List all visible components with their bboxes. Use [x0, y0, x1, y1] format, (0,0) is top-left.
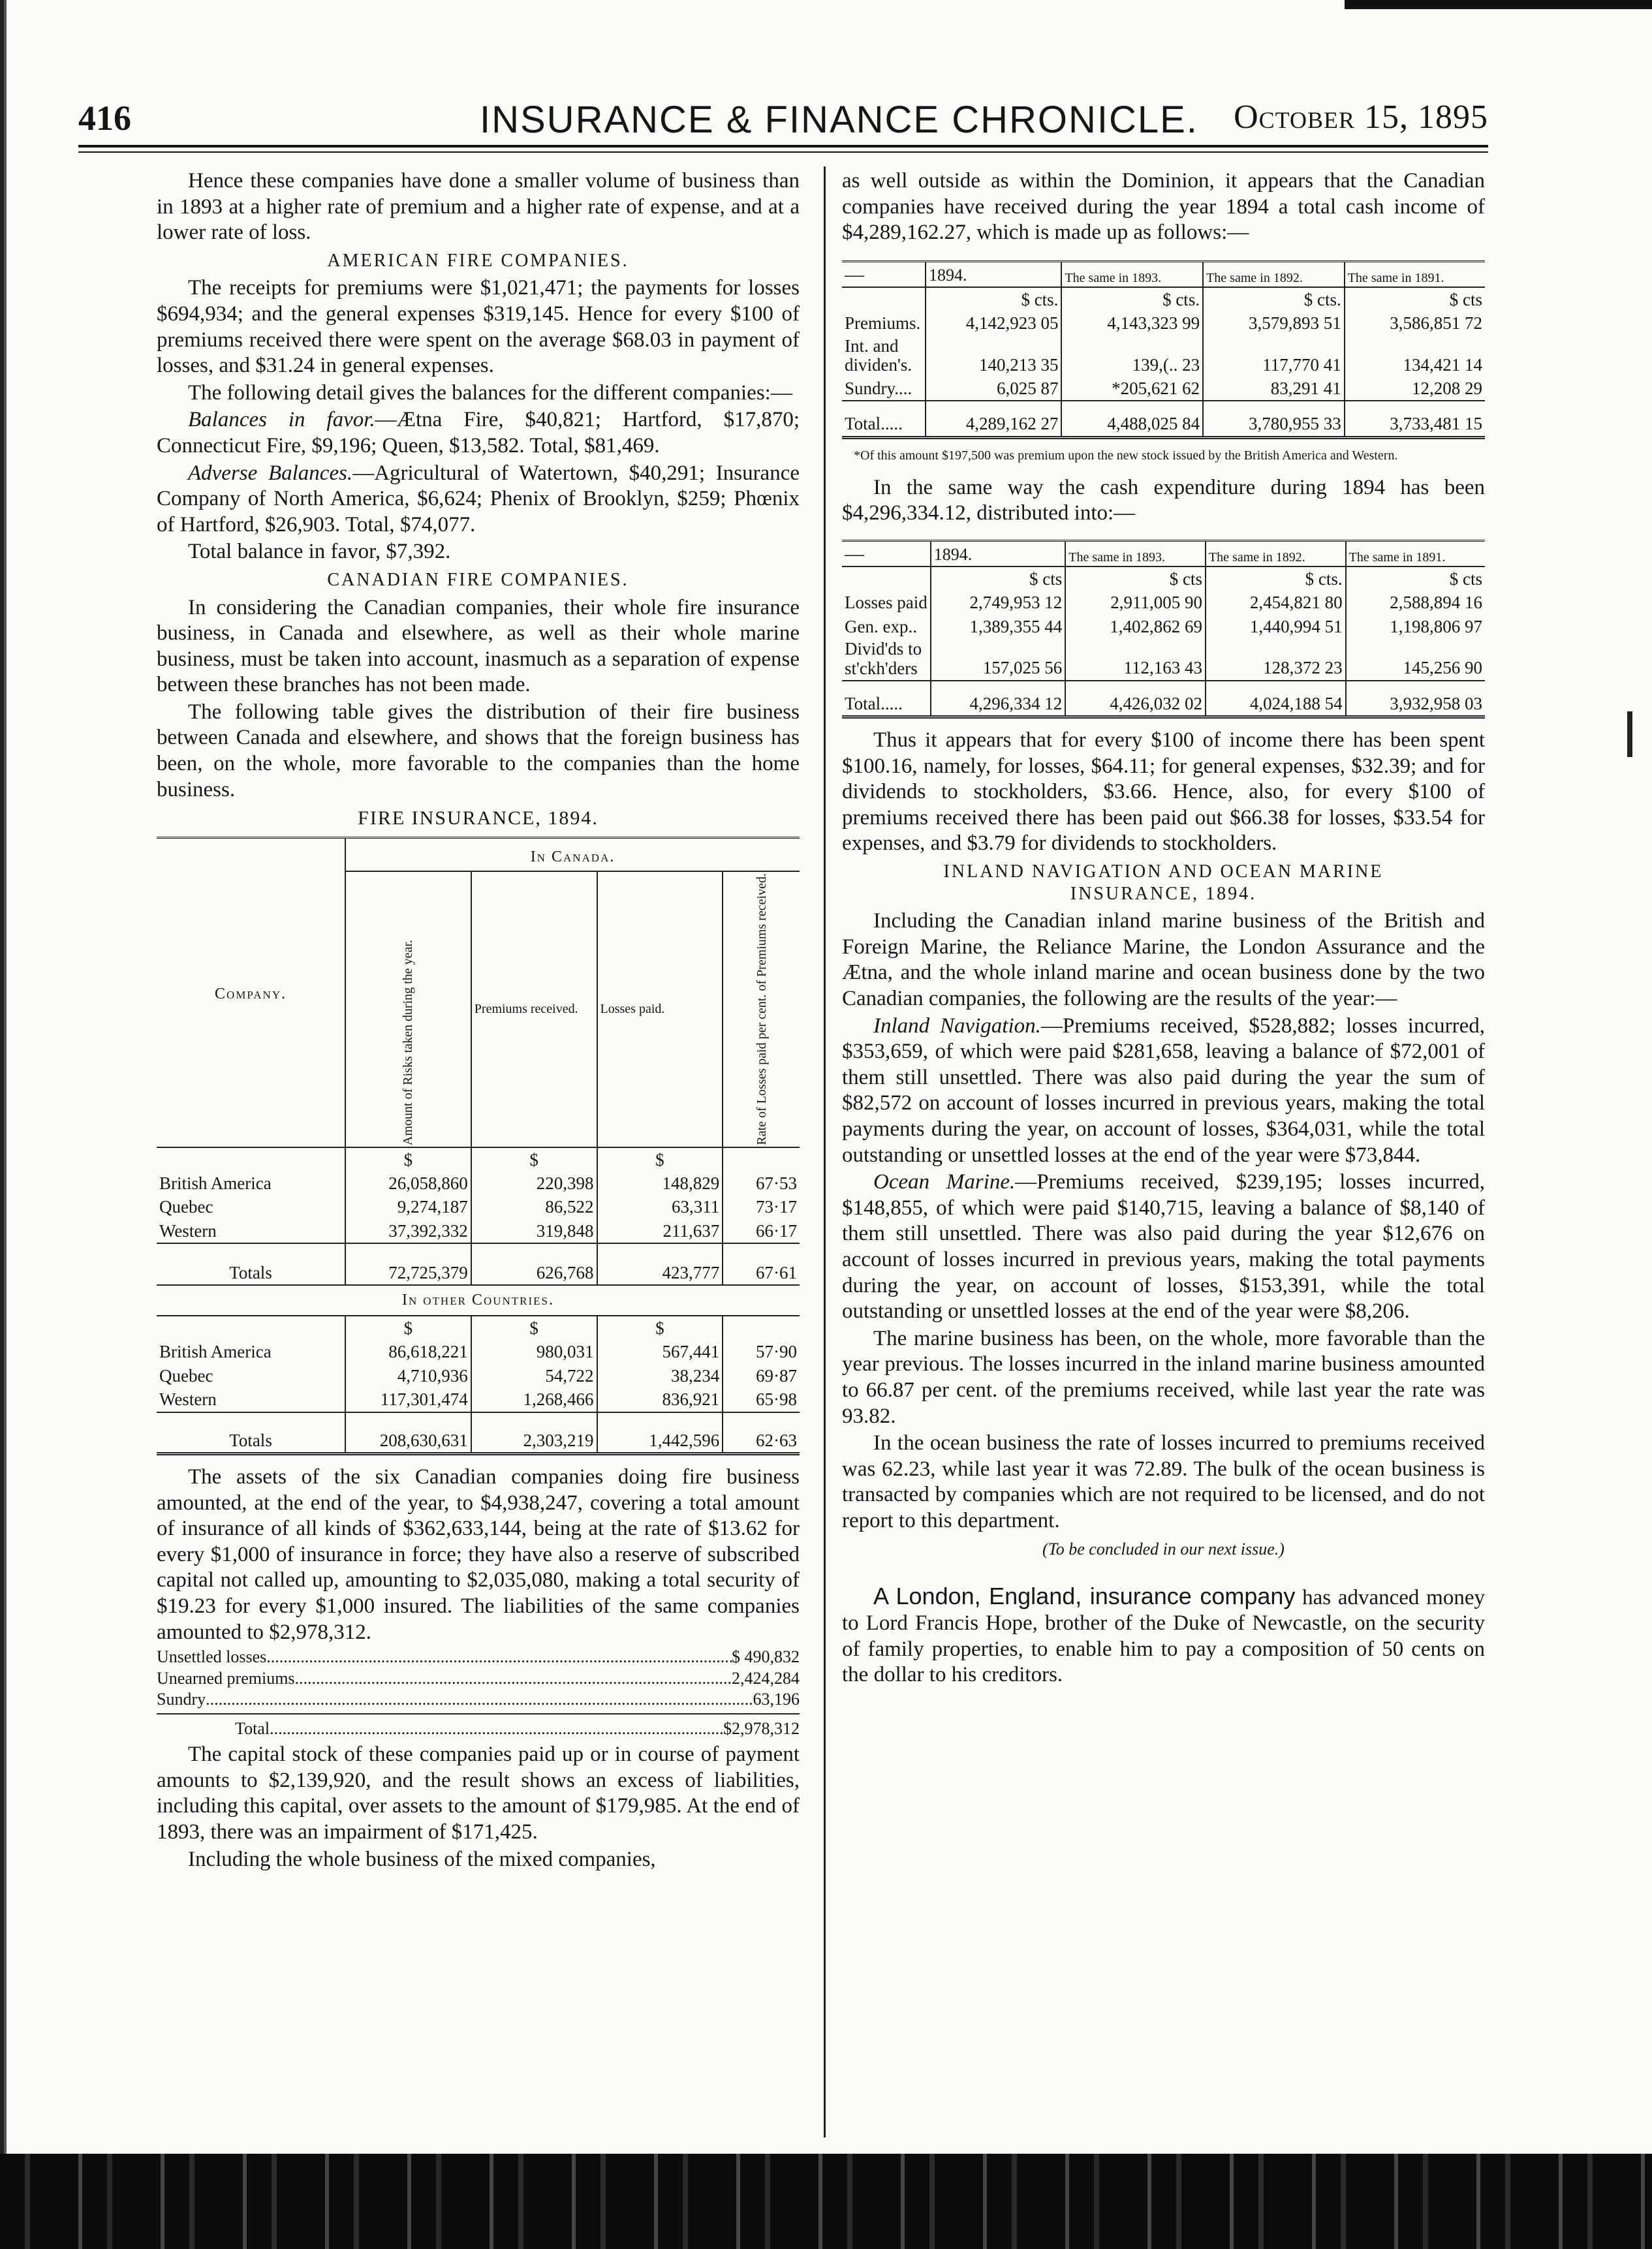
dollar-sign: $ [471, 1316, 597, 1340]
income-table [842, 260, 1485, 439]
value-cell: 3,733,481 15 [1345, 401, 1485, 437]
premiums-cell: 86,522 [471, 1195, 597, 1218]
liabilities-list [157, 1647, 800, 1739]
col-rate-header: Rate of Losses paid per cent. of Premiums received. [723, 871, 800, 1147]
losses-cell: 1,442,596 [597, 1412, 723, 1454]
ocean-text: —Premiums received, $239,195; losses incurred, $148,855, of which were paid $140,715, leaving a balance of $8,140 of them still unsettled. There was also paid during the year $12,676 on account of losses incurred in previous years, making the total payments during the year, on account of losses, $153,391, while the total outstanding or unsettled losses at the end of the year were $8,206. [842, 1170, 1485, 1324]
london-text: has advanced money to Lord Francis Hope, brother of the Duke of Newcastle, on the security of family properties, to enable him to pay a composition of 50 cents on the dollar to his creditors. [842, 1585, 1485, 1687]
company-cell: Quebec [159, 1197, 213, 1217]
left-column [157, 168, 800, 1874]
paragraph-ocean-rate: In the ocean business the rate of losses incurred to premiums received was 62.23, while last year it was 72.89. The bulk of the ocean business is transacted by companies which are not required to be licensed, and do not report to this department. [842, 1431, 1485, 1532]
expend-col-header: The same in 1892. [1206, 541, 1346, 567]
header-rule [78, 145, 1488, 153]
adverse-label: Adverse Balances. [188, 461, 353, 485]
paragraph-canadian-table-intro: The following table gives the distribution of their fire business between Canada and elsewhere, and shows that the foreign business has been, on the whole, more favorable to the companies than the home business. [157, 700, 800, 801]
scan-bottom-bar [0, 2154, 1652, 2249]
scan-top-bar [1345, 0, 1652, 9]
table-row [157, 1388, 800, 1412]
unit-cell: $ cts [1065, 566, 1206, 591]
premiums-cell: 2,303,219 [471, 1412, 597, 1454]
unit-cell: $ cts. [1203, 287, 1345, 311]
amount-cell: 37,392,332 [345, 1219, 471, 1243]
value-cell: 83,291 41 [1203, 377, 1345, 401]
balances-text: —Ætna Fire, $40,821; Hartford, $17,870; Connecticut Fire, $9,196; Queen, $13,582. Total, $81,469. [157, 408, 800, 458]
value-cell: 2,911,005 90 [1065, 591, 1206, 614]
value-cell: 1,389,355 44 [931, 615, 1066, 638]
row-label: Sundry.... [845, 378, 912, 398]
paragraph-american-receipts: The receipts for premiums were $1,021,471; the payments for losses $694,934; and the general expenses $319,145. Hence for every $100 of premiums received there were spent on the average $68.03 in payment of losses, and $31.24 in general expenses. [157, 276, 800, 378]
liability-line: Sundry ..... 63,196 [157, 1689, 800, 1714]
totals-label: Totals [157, 1243, 345, 1285]
row-label: Total..... [842, 681, 931, 717]
table-row [842, 311, 1485, 335]
table-row [157, 1219, 800, 1243]
unit-cell: $ cts. [1206, 566, 1346, 591]
value-cell: 3,932,958 03 [1346, 681, 1485, 717]
paragraph-mixed-companies: Including the whole business of the mixed companies, [188, 1847, 656, 1871]
right-column [842, 168, 1485, 1690]
table-row [842, 335, 1485, 377]
col-amount-header: Amount of Risks taken during the year. [345, 871, 471, 1147]
adverse-text: —Agricultural of Watertown, $40,291; Insurance Company of North America, $6,624; Phenix of Brooklyn, $259; Phœnix of Hartford, $26,903. Total, $74,077. [157, 461, 800, 536]
liability-line: Unsettled losses ..... $ 490,832 [157, 1647, 800, 1668]
amount-cell: 4,710,936 [345, 1364, 471, 1388]
value-cell: 157,025 56 [931, 638, 1066, 680]
premiums-cell: 980,031 [471, 1340, 597, 1363]
value-cell: 128,372 23 [1206, 638, 1346, 680]
premiums-cell: 54,722 [471, 1364, 597, 1388]
row-label: Divid'ds to st'ckh'ders [845, 639, 922, 678]
value-cell: 3,586,851 72 [1345, 311, 1485, 335]
rate-cell: 67·61 [723, 1243, 800, 1285]
paragraph-balances-in-favor [157, 407, 800, 459]
losses-cell: 38,234 [597, 1364, 723, 1388]
balances-label: Balances in favor. [188, 408, 375, 432]
inland-label: Inland Navigation. [873, 1014, 1041, 1038]
totals-label: Totals [157, 1412, 345, 1454]
value-cell: 4,143,323 99 [1061, 311, 1203, 335]
col-company-header: Company. [157, 838, 345, 1147]
premiums-cell: 220,398 [471, 1171, 597, 1195]
continued-note: (To be concluded in our next issue.) [1042, 1540, 1285, 1559]
losses-cell: 148,829 [597, 1171, 723, 1195]
fire-insurance-table [157, 837, 800, 1455]
page-number: 416 [78, 99, 131, 138]
liability-line: Unearned premiums ..... 2,424,284 [157, 1668, 800, 1690]
value-cell: 6,025 87 [926, 377, 1061, 401]
company-cell: British America [159, 1342, 272, 1362]
amount-cell: 86,618,221 [345, 1340, 471, 1363]
paragraph-intro: Hence these companies have done a smaller volume of business than in 1893 at a higher rate of premium and a higher rate of expense, and at a lower rate of loss. [157, 169, 800, 245]
col-losses-header: Losses paid. [597, 871, 723, 1147]
value-cell: 1,198,806 97 [1346, 615, 1485, 638]
value-cell: 4,488,025 84 [1061, 401, 1203, 437]
losses-cell: 63,311 [597, 1195, 723, 1218]
paragraph-cash-income: as well outside as within the Dominion, it appears that the Canadian companies have received during the year 1894 a total cash income of $4,289,162.27, which is made up as follows:— [842, 169, 1485, 245]
income-col-header: The same in 1891. [1345, 261, 1485, 287]
dollar-sign: $ [597, 1147, 723, 1171]
unit-cell: $ cts [1345, 287, 1485, 311]
income-col-header: 1894. [926, 261, 1061, 287]
paragraph-marine-business: The marine business has been, on the whole, more favorable than the year previous. The losses incurred in the inland marine business amounted to 66.87 per cent. of the premiums received, while last year the rate was 93.82. [842, 1326, 1485, 1428]
col-premiums-header: Premiums received. [471, 871, 597, 1147]
income-label-header: — [842, 261, 926, 287]
unit-cell: $ cts. [1061, 287, 1203, 311]
value-cell: 1,402,862 69 [1065, 615, 1206, 638]
paragraph-canadian-considering: In considering the Canadian companies, their whole fire insurance business, in Canada and elsewhere, as well as their whole marine business, must be taken into account, inasmuch as a separation of expense between these branches has not been made. [157, 595, 800, 697]
company-cell: Western [159, 1220, 217, 1241]
value-cell: 2,588,894 16 [1346, 591, 1485, 614]
value-cell: 3,780,955 33 [1203, 401, 1345, 437]
table-row [157, 1171, 800, 1195]
income-col-header: The same in 1893. [1061, 261, 1203, 287]
row-label: Losses paid [845, 593, 927, 613]
value-cell: 12,208 29 [1345, 377, 1485, 401]
row-label: Gen. exp.. [845, 616, 917, 636]
rate-cell: 62·63 [723, 1412, 800, 1454]
dollar-sign: $ [345, 1147, 471, 1171]
amount-cell: 72,725,379 [345, 1243, 471, 1285]
totals-row [157, 1412, 800, 1454]
losses-cell: 423,777 [597, 1243, 723, 1285]
value-cell: 4,289,162 27 [926, 401, 1061, 437]
table-row [157, 1340, 800, 1363]
rate-cell: 67·53 [723, 1171, 800, 1195]
value-cell: 145,256 90 [1346, 638, 1485, 680]
expend-col-header: 1894. [931, 541, 1066, 567]
paragraph-expenditure: In the same way the cash expenditure during 1894 has been $4,296,334.12, distributed into:— [842, 475, 1485, 525]
value-cell: 134,421 14 [1345, 335, 1485, 377]
row-label: Int. and dividen's. [845, 335, 912, 375]
heading-canadian-fire: CANADIAN FIRE COMPANIES. [327, 569, 629, 590]
heading-american-fire: AMERICAN FIRE COMPANIES. [327, 250, 629, 271]
in-canada-header: In Canada. [345, 838, 800, 871]
rate-cell: 69·87 [723, 1364, 800, 1388]
value-cell: 140,213 35 [926, 335, 1061, 377]
company-cell: British America [159, 1173, 272, 1193]
value-cell: 4,296,334 12 [931, 681, 1066, 717]
paragraph-adverse-balances [157, 461, 800, 538]
expend-col-header: The same in 1893. [1065, 541, 1206, 567]
value-cell: 4,024,188 54 [1206, 681, 1346, 717]
dollar-sign: $ [345, 1316, 471, 1340]
column-divider [824, 166, 826, 2137]
dollar-sign: $ [471, 1147, 597, 1171]
expenditure-table [842, 540, 1485, 719]
premiums-cell: 626,768 [471, 1243, 597, 1285]
dollar-sign: $ [597, 1316, 723, 1340]
scan-margin-mark [1627, 711, 1632, 757]
amount-cell: 26,058,860 [345, 1171, 471, 1195]
amount-cell: 9,274,187 [345, 1195, 471, 1218]
issue-date: October 15, 1895 [1234, 99, 1488, 136]
company-cell: Quebec [159, 1365, 213, 1386]
table-row [842, 615, 1485, 638]
paragraph-ocean-marine [842, 1170, 1485, 1325]
value-cell: 4,142,923 05 [926, 311, 1061, 335]
value-cell: 2,749,953 12 [931, 591, 1066, 614]
table-row [157, 1364, 800, 1388]
losses-cell: 211,637 [597, 1219, 723, 1243]
value-cell: 3,579,893 51 [1203, 311, 1345, 335]
heading-inland-ocean-marine: INLAND NAVIGATION AND OCEAN MARINE INSURANCE, 1894. [943, 861, 1384, 904]
unit-cell: $ cts [1346, 566, 1485, 591]
liability-total: Total ..... $2,978,312 [157, 1718, 800, 1740]
losses-cell: 836,921 [597, 1388, 723, 1412]
totals-row [842, 401, 1485, 437]
rate-cell: 65·98 [723, 1388, 800, 1412]
amount-cell: 117,301,474 [345, 1388, 471, 1412]
rate-cell: 57·90 [723, 1340, 800, 1363]
table-row [842, 377, 1485, 401]
paragraph-total-balance: Total balance in favor, $7,392. [188, 540, 451, 564]
paragraph-american-detail: The following detail gives the balances for the different companies:— [188, 380, 792, 405]
totals-row [157, 1243, 800, 1285]
losses-cell: 567,441 [597, 1340, 723, 1363]
income-footnote: *Of this amount $197,500 was premium upon the new stock issued by the British America and Western. [854, 448, 1398, 463]
unit-cell: $ cts [931, 566, 1066, 591]
row-label: Total..... [842, 401, 926, 437]
value-cell: 4,426,032 02 [1065, 681, 1206, 717]
paragraph-london-company [842, 1582, 1485, 1688]
company-cell: Western [159, 1389, 217, 1410]
expend-col-header: The same in 1891. [1346, 541, 1485, 567]
value-cell: 1,440,994 51 [1206, 615, 1346, 638]
premiums-cell: 1,268,466 [471, 1388, 597, 1412]
row-label: Premiums. [845, 313, 921, 333]
premiums-cell: 319,848 [471, 1219, 597, 1243]
ocean-label: Ocean Marine. [873, 1170, 1016, 1194]
in-other-countries-header: In other Countries. [157, 1285, 800, 1316]
value-cell: 112,163 43 [1065, 638, 1206, 680]
table-row [842, 638, 1485, 680]
paragraph-capital: The capital stock of these companies paid up or in course of payment amounts to $2,139,920, and the result shows an excess of liabilities, including this capital, over assets to the amount of $179,985. At the end of 1893, there was an impairment of $171,425. [157, 1743, 800, 1844]
rate-cell: 66·17 [723, 1219, 800, 1243]
paragraph-including-marine: Including the Canadian inland marine business of the British and Foreign Marine, the Reliance Marine, the London Assurance and the Ætna, and the whole inland marine and ocean business done by the two Canadian companies, the following are the results of the year:— [842, 909, 1485, 1010]
london-lead: A London, England, insurance company [873, 1582, 1296, 1609]
value-cell: 2,454,821 80 [1206, 591, 1346, 614]
paragraph-assets: The assets of the six Canadian companies doing fire business amounted, at the end of the year, to $4,938,247, covering a total amount of insurance of all kinds of $362,633,144, being at the rate of $13.62 for every $1,000 of insurance in force; they have also a reserve of subscribed capital not called up, amounting to $2,035,080, making a total security of $19.23 for every $1,000 insured. The liabilities of the same companies amounted to $2,978,312. [157, 1465, 800, 1644]
amount-cell: 208,630,631 [345, 1412, 471, 1454]
paragraph-inland-navigation [842, 1014, 1485, 1169]
expend-label-header: — [842, 541, 931, 567]
rate-cell: 73·17 [723, 1195, 800, 1218]
scan-left-edge [0, 0, 18, 2154]
paragraph-thus-appears: Thus it appears that for every $100 of income there has been spent $100.16, namely, for losses, $64.11; for general expenses, $32.39; and for dividends to stockholders, $3.66. Hence, also, for every $100 of premiums received there has been paid out $66.38 for losses, $33.54 for expenses, and $3.79 for dividends to stockholders. [842, 728, 1485, 856]
value-cell: *205,621 62 [1061, 377, 1203, 401]
unit-cell: $ cts. [926, 287, 1061, 311]
value-cell: 117,770 41 [1203, 335, 1345, 377]
fire-insurance-title: FIRE INSURANCE, 1894. [358, 807, 599, 830]
income-col-header: The same in 1892. [1203, 261, 1345, 287]
totals-row [842, 681, 1485, 717]
table-row [842, 591, 1485, 614]
table-row [157, 1195, 800, 1218]
inland-text: —Premiums received, $528,882; losses incurred, $353,659, of which were paid $281,658, leaving a balance of $72,001 of them still unsettled. There was also paid during the year the sum of $82,572 on account of losses incurred in previous years, making the total payments during the year, on account of losses, $364,031, while the total outstanding or unsettled losses at the end of the year were $73,844. [842, 1014, 1485, 1167]
value-cell: 139,(.. 23 [1061, 335, 1203, 377]
publication-title: INSURANCE & FINANCE CHRONICLE. [480, 99, 1198, 141]
